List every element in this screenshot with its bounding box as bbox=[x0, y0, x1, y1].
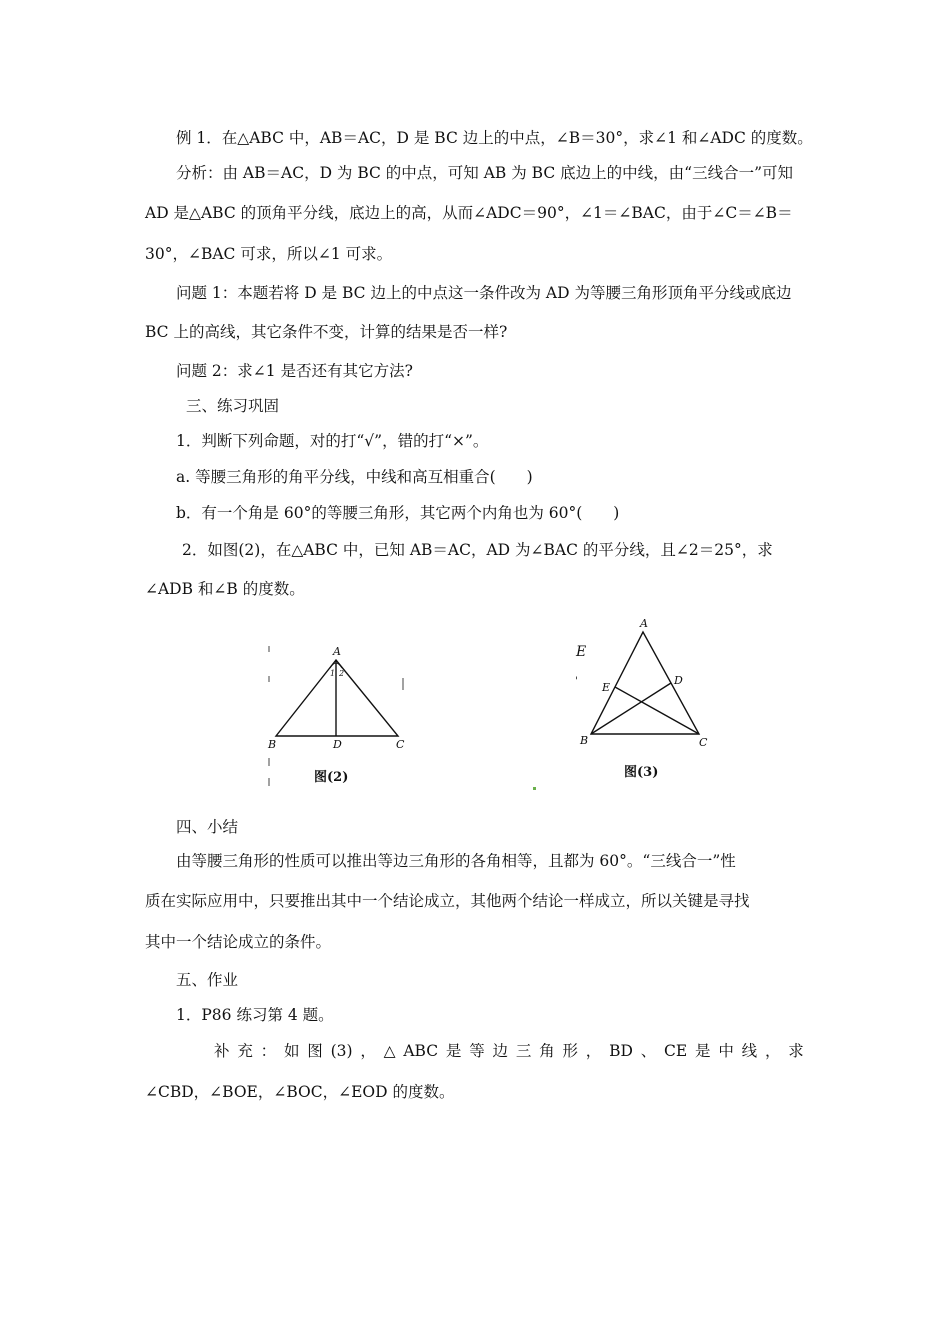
triangle-abc bbox=[276, 660, 398, 736]
supp-word: ： bbox=[260, 1042, 277, 1060]
summary-line-1: 由等腰三角形的性质可以推出等边三角形的各角相等，且都为 60°。“三线合一”性 bbox=[176, 852, 736, 870]
homework-heading: 五、作业 bbox=[176, 971, 239, 989]
stray-mark: ' bbox=[575, 676, 578, 687]
label-c: C bbox=[699, 736, 708, 749]
stray-dot bbox=[533, 787, 536, 790]
supp-word: 形 bbox=[562, 1042, 578, 1060]
supp-word: 线 bbox=[741, 1042, 758, 1060]
supp-word: 角 bbox=[539, 1042, 555, 1060]
practice-q2-line-2: ∠ADB 和∠B 的度数。 bbox=[145, 580, 305, 598]
supp-word: 图 bbox=[307, 1042, 323, 1060]
homework-supplement-line-1 bbox=[214, 1041, 804, 1061]
homework-supplement-line-2: ∠CBD，∠BOE，∠BOC，∠EOD 的度数。 bbox=[145, 1083, 455, 1101]
summary-line-2: 质在实际应用中，只要推出其中一个结论成立，其他两个结论一样成立，所以关键是寻找 bbox=[145, 892, 750, 910]
practice-q1b: b．有一个角是 60°的等腰三角形，其它两个内角也为 60°( ) bbox=[176, 504, 620, 522]
analysis-line-1: 分析：由 AB＝AC，D 为 BC 的中点，可知 AB 为 BC 底边上的中线，由“三线合一”可知 bbox=[176, 164, 793, 182]
label-b: B bbox=[580, 734, 589, 747]
figure-2-caption: 图(2) bbox=[314, 770, 349, 785]
practice-q1: 1．判断下列命题，对的打“√”，错的打“×”。 bbox=[176, 432, 489, 450]
stray-label-e: E bbox=[576, 644, 587, 660]
label-angle-2: 2 bbox=[339, 669, 345, 678]
label-c: C bbox=[396, 738, 405, 751]
label-angle-1: 1 bbox=[330, 669, 336, 678]
summary-heading: 四、小结 bbox=[176, 818, 239, 836]
supp-word: △ bbox=[383, 1042, 396, 1060]
figure-3-caption: 图(3) bbox=[624, 765, 659, 780]
supp-word: ， bbox=[585, 1042, 602, 1060]
supp-word: 边 bbox=[492, 1042, 509, 1060]
summary-line-3: 其中一个结论成立的条件。 bbox=[145, 933, 332, 951]
supp-word: 等 bbox=[469, 1042, 485, 1060]
supp-word: 、 bbox=[640, 1042, 657, 1060]
figure-3 bbox=[566, 612, 726, 792]
supp-word: ， bbox=[764, 1042, 781, 1060]
supp-word: (3) bbox=[330, 1042, 353, 1060]
supp-word: 三 bbox=[515, 1042, 532, 1060]
practice-heading: 三、练习巩固 bbox=[186, 397, 280, 415]
supp-word: 充 bbox=[237, 1042, 253, 1060]
label-e: E bbox=[602, 681, 611, 694]
supp-word: 补 bbox=[214, 1042, 230, 1060]
supp-word: 中 bbox=[718, 1042, 734, 1060]
analysis-line-3: 30°，∠BAC 可求，所以∠1 可求。 bbox=[145, 245, 393, 263]
analysis-line-2: AD 是△ABC 的顶角平分线，底边上的高，从而∠ADC＝90°，∠1＝∠BAC，由于∠C＝∠B＝ bbox=[145, 204, 793, 222]
supp-word: BD bbox=[609, 1042, 633, 1060]
question-1-line-1: 问题 1：本题若将 D 是 BC 边上的中点这一条件改为 AD 为等腰三角形顶角平分线或底边 bbox=[176, 284, 792, 302]
supp-word: ， bbox=[360, 1042, 376, 1060]
figure-2 bbox=[262, 638, 422, 793]
question-2: 问题 2：求∠1 是否还有其它方法? bbox=[176, 362, 413, 380]
label-d: D bbox=[674, 674, 683, 687]
label-b: B bbox=[268, 738, 277, 751]
supp-word: ABC bbox=[403, 1042, 439, 1060]
supp-word: 是 bbox=[695, 1042, 711, 1060]
supp-word: CE bbox=[664, 1042, 688, 1060]
example-statement: 例 1．在△ABC 中，AB＝AC，D 是 BC 边上的中点，∠B＝30°，求∠1 和∠ADC 的度数。 bbox=[176, 129, 813, 147]
practice-q2-line-1: 2．如图(2)，在△ABC 中，已知 AB＝AC，AD 为∠BAC 的平分线，且∠2＝25°，求 bbox=[182, 541, 773, 559]
label-d: D bbox=[333, 738, 342, 751]
question-1-line-2: BC 上的高线，其它条件不变，计算的结果是否一样? bbox=[145, 323, 508, 341]
label-a: A bbox=[640, 617, 648, 630]
supp-word: 是 bbox=[445, 1042, 462, 1060]
homework-item-1: 1．P86 练习第 4 题。 bbox=[176, 1006, 334, 1024]
supp-word: 如 bbox=[283, 1042, 300, 1060]
supp-word: 求 bbox=[788, 1042, 804, 1060]
practice-q1a: a. 等腰三角形的角平分线，中线和高互相重合( ) bbox=[176, 468, 533, 486]
label-a: A bbox=[333, 645, 341, 658]
